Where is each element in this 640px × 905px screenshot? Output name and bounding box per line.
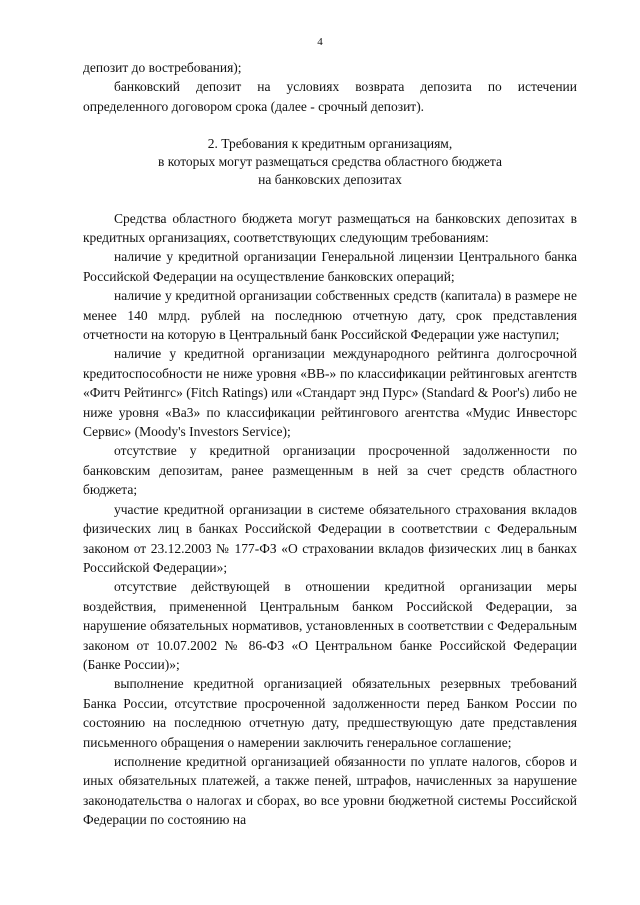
lead-line-1: депозит до востребования);	[83, 60, 242, 75]
document-body	[83, 58, 577, 830]
lead-line-2: банковский депозит на условиях возврата депозита по истечении определенного договором срока (далее - срочный депозит).	[83, 79, 577, 114]
requirement-own-capital: наличие у кредитной организации собственных средств (капитала) в размере не менее 140 млрд. рублей на последнюю отчетную дату, срок представления отчетности на которую в Центральный банк Российской Федерации уже наступил;	[83, 288, 577, 343]
paragraph-intro: Средства областного бюджета могут размещаться на банковских депозитах в кредитных организациях, соответствующих следующим требованиям:	[83, 210, 577, 246]
requirement-reserve-compliance: выполнение кредитной организацией обязательных резервных требований Банка России, отсутствие просроченной задолженности перед Банком России по состоянию на последнюю отчетную дату, предшествующую дате представления письменного обращения о намерении заключить генеральное соглашение;	[83, 676, 577, 750]
section-heading-line-2: в которых могут размещаться средства областного бюджета	[158, 154, 502, 170]
section-heading-line-3: на банковских депозитах	[258, 171, 402, 187]
requirement-credit-rating: наличие у кредитной организации международного рейтинга долгосрочной кредитоспособности не ниже уровня «BB-» по классификации рейтинговых агентств «Фитч Рейтингс» (Fitch Ratings) или «Стандарт энд Пурс» (Standard & Poor's) либо не ниже уровня «Ba3» по классификации рейтингового агентства «Мудис Инвесторс Сервис» (Moody's Investors Service);	[83, 346, 577, 440]
requirement-no-overdue-debt: отсутствие у кредитной организации просроченной задолженности по банковским депозитам, ранее размещенным в ней за счет средств областного бюджета;	[83, 443, 577, 498]
page-number: 4	[317, 36, 323, 48]
requirement-no-sanctions: отсутствие действующей в отношении кредитной организации меры воздействия, примененной Центральным банком Российской Федерации, за нарушение обязательных нормативов, установленных в соответствии с Федеральным законом от 10.07.2002 № 86-ФЗ «О Центральном банке Российской Федерации (Банке России)»;	[83, 579, 577, 672]
requirement-general-license: наличие у кредитной организации Генеральной лицензии Центрального банка Российской Федерации на осуществление банковских операций;	[83, 249, 577, 284]
requirement-deposit-insurance: участие кредитной организации в системе обязательного страхования вкладов физических лиц в банках Российской Федерации в соответствии с Федеральным законом от 23.12.2003 № 177-ФЗ «О страховании вкладов физических лиц в банках Российской Федерации»;	[83, 501, 577, 575]
section-heading	[83, 135, 577, 188]
requirement-tax-obligations: исполнение кредитной организацией обязанности по уплате налогов, сборов и иных обязательных платежей, а также пеней, штрафов, начисленных за нарушение законодательства о налогах и сборах, во все уровни бюджетной системы Российской Федерации по состоянию на	[83, 753, 577, 828]
section-heading-line-1: 2. Требования к кредитным организациям,	[207, 136, 453, 152]
